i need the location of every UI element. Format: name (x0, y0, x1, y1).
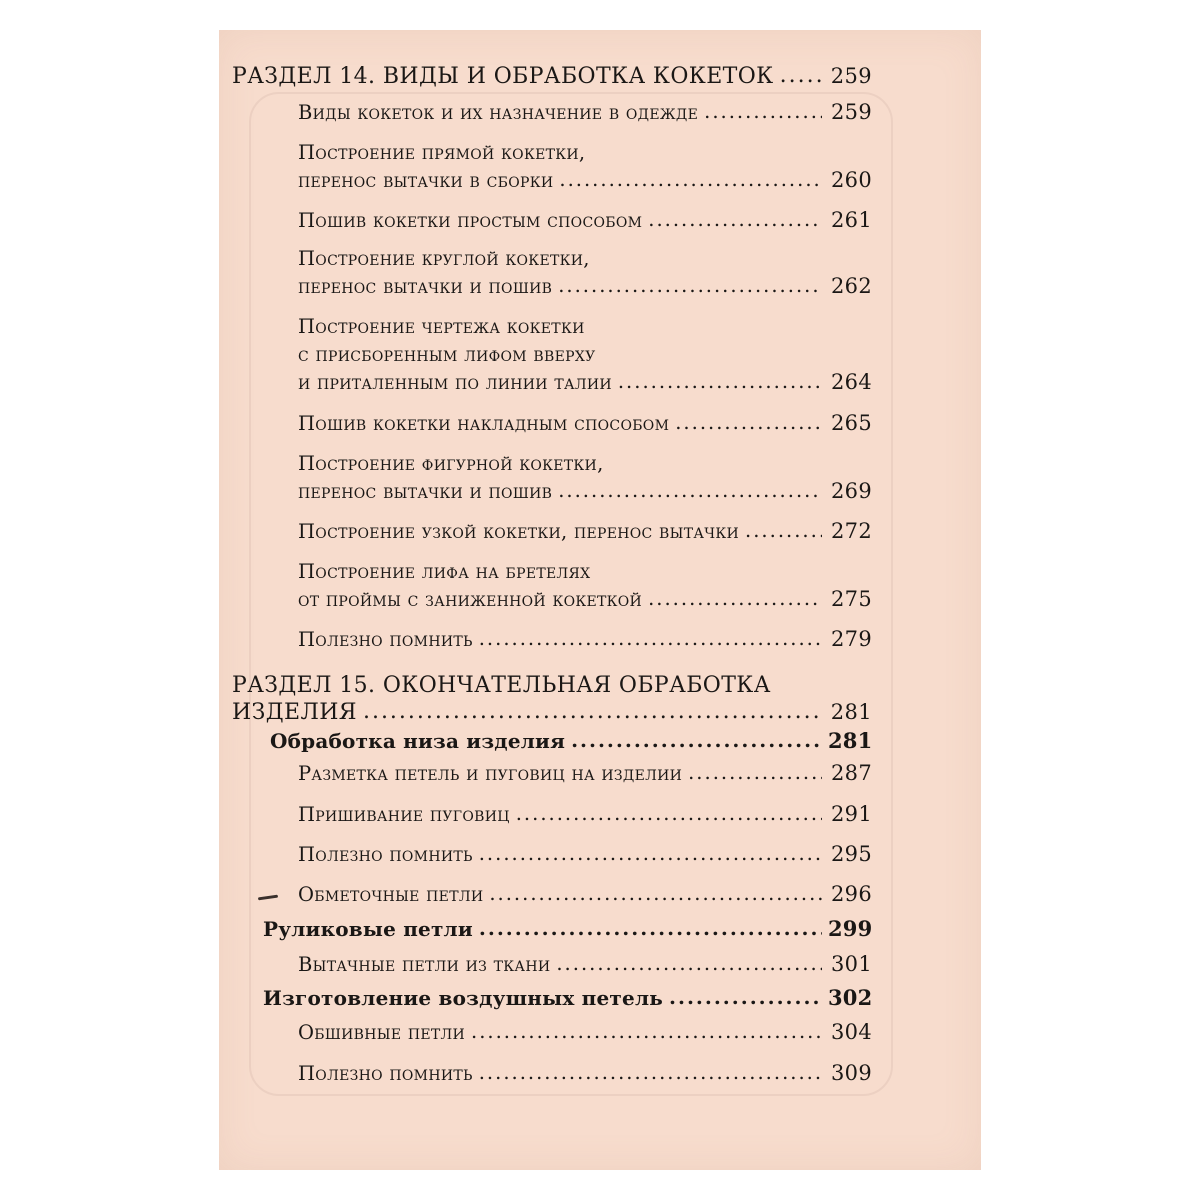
toc-leader (648, 587, 822, 610)
toc-leader (556, 952, 822, 975)
toc-entry (298, 627, 872, 651)
toc-section-15-line: РАЗДЕЛ 15. ОКОНЧАТЕЛЬНАЯ ОБРАБОТКА (232, 673, 771, 698)
toc-leader (471, 1020, 822, 1043)
toc-entry (298, 761, 872, 785)
toc-subsection (263, 916, 872, 941)
toc-leader (558, 479, 822, 502)
toc-page: 269 (831, 479, 872, 503)
toc-title: и приталенным по линии талии (298, 371, 612, 394)
toc-entry (298, 802, 872, 826)
toc-section-15 (232, 700, 872, 725)
toc-title: Полезно помнить (298, 843, 473, 866)
toc-section-14 (232, 64, 872, 89)
toc-title: Пришивание пуговиц (298, 803, 510, 826)
toc-title: Построение узкой кокетки, перенос вытачки (298, 520, 740, 543)
toc-entry (298, 370, 872, 394)
toc-page: 309 (831, 1061, 872, 1085)
toc-title: Обметочные петли (298, 883, 484, 906)
toc-entry (298, 208, 872, 232)
toc-title: Виды кокеток и их назначение в одежде (298, 101, 699, 124)
toc-leader (704, 100, 822, 123)
toc-entry-line: с присборенным лифом вверху (298, 343, 596, 366)
toc-leader (675, 411, 822, 434)
toc-leader (479, 627, 822, 650)
toc-leader (559, 168, 822, 191)
toc-title: перенос вытачки и пошив (298, 480, 553, 503)
toc-page: 301 (831, 952, 872, 976)
toc-page: 264 (831, 370, 872, 394)
toc-leader (363, 699, 822, 724)
toc-page: 291 (831, 802, 872, 826)
toc-entry (298, 882, 872, 906)
toc-title: от проймы с заниженной кокеткой (298, 588, 643, 611)
toc-entry-line: Построение прямой кокетки, (298, 141, 586, 164)
toc-leader (479, 1061, 822, 1084)
toc-leader (780, 63, 822, 88)
toc-page: 281 (830, 700, 872, 724)
toc-page: 287 (831, 761, 872, 785)
toc-page: 275 (831, 587, 872, 611)
toc-entry (298, 952, 872, 976)
toc-title: РАЗДЕЛ 14. ВИДЫ И ОБРАБОТКА КОКЕТОК (232, 64, 774, 89)
toc-page: 279 (831, 627, 872, 651)
toc-title: Пошив кокетки накладным способом (298, 412, 670, 435)
toc-title: Обработка низа изделия (270, 729, 566, 753)
toc-entry (298, 100, 872, 124)
toc-page: 296 (831, 882, 872, 906)
toc-page: 281 (828, 728, 873, 753)
toc-entry (298, 1020, 872, 1044)
toc-entry (298, 168, 872, 192)
toc-subsection (270, 728, 872, 753)
toc-page: 259 (831, 100, 872, 124)
toc-entry-line: Построение фигурной кокетки, (298, 452, 604, 475)
toc-leader (516, 802, 822, 825)
toc-title: Изготовление воздушных петель (263, 986, 664, 1010)
toc-leader (558, 274, 822, 297)
toc-page: 261 (831, 208, 872, 232)
toc-subsection (263, 985, 872, 1010)
toc-page: 259 (830, 64, 872, 88)
toc-page: 299 (828, 916, 873, 941)
toc-page: 295 (831, 842, 872, 866)
toc-leader (688, 761, 822, 784)
toc-title: Пошив кокетки простым способом (298, 209, 643, 232)
toc-entry-line: Построение круглой кокетки, (298, 247, 590, 270)
toc-title: перенос вытачки в сборки (298, 169, 554, 192)
toc-entry (298, 411, 872, 435)
toc-page: 302 (828, 985, 873, 1010)
toc-title: Разметка петель и пуговиц на изделии (298, 762, 683, 785)
toc-page: 260 (831, 168, 872, 192)
toc-title: Обшивные петли (298, 1021, 466, 1044)
toc-page: 304 (831, 1020, 872, 1044)
toc-leader (479, 842, 822, 865)
toc-leader (489, 882, 822, 905)
toc-title: перенос вытачки и пошив (298, 275, 553, 298)
toc-entry (298, 274, 872, 298)
toc-entry (298, 587, 872, 611)
toc-page: 272 (831, 519, 872, 543)
toc-leader (669, 985, 822, 1009)
toc-title: Полезно помнить (298, 1062, 473, 1085)
toc-title: Вытачные петли из ткани (298, 953, 551, 976)
toc-entry-line: Построение лифа на бретелях (298, 560, 591, 583)
toc-leader (745, 519, 822, 542)
toc-entry (298, 842, 872, 866)
toc-entry (298, 519, 872, 543)
toc-leader (648, 208, 822, 231)
toc-leader (479, 916, 822, 940)
toc-title: ИЗДЕЛИЯ (232, 700, 357, 725)
toc-entry (298, 479, 872, 503)
toc-entry (298, 1061, 872, 1085)
toc-leader (618, 370, 822, 393)
toc-title: Полезно помнить (298, 628, 473, 651)
toc-title: Руликовые петли (263, 917, 473, 941)
toc-entry-line: Построение чертежа кокетки (298, 315, 585, 338)
toc-page: 265 (831, 411, 872, 435)
toc-page: 262 (831, 274, 872, 298)
toc-leader (571, 728, 822, 752)
